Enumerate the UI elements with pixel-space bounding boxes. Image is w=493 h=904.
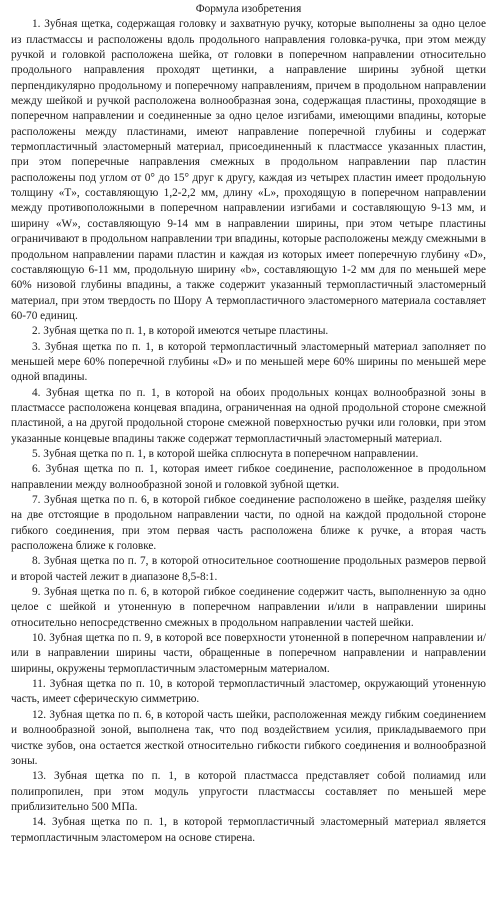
claim-3: 3. Зубная щетка по п. 1, в которой термопластичный эластомерный материал заполняет по меньшей мере 60% поперечной глубины «D» и по меньшей мере 60% ширины по меньшей мере одной впадины. [11,340,486,384]
claim-7: 7. Зубная щетка по п. 6, в которой гибкое соединение расположено в шейке, разделяя шейку на две отстоящие в продольном направлении части, по одной на каждой продольной стороне гибкого соединения, при этом первая часть расположена ближе к ручке, а вторая часть расположена ближе к головке. [11,494,486,553]
claim-2: 2. Зубная щетка по п. 1, в которой имеются четыре пластины. [32,325,329,338]
claim-12: 12. Зубная щетка по п. 6, в которой часть шейки, расположенная между гибким соединением и волнообразной зоной, выполнена так, что под воздействием усилия, прикладываемого при чистке зубов, она остается жесткой относительно гибкости гибкого соединения и волнообразной зоны. [11,708,486,767]
claim-4: 4. Зубная щетка по п. 1, в которой на обоих продольных концах волнообразной зоны в пластмассе расположена концевая впадина, ограниченная на одной продольной стороне смежной пластиной, а на другой продольной стороне смежной поверхностью ручки или головки, при этом указанные концевые впадины также содержат термопластичный эластомерный материал. [11,386,486,445]
claim-14: 14. Зубная щетка по п. 1, в которой термопластичный эластомерный материал является термопластичным эластомером на основе стирена. [11,816,486,844]
claim-13: 13. Зубная щетка по п. 1, в которой пластмасса представляет собой полиамид или полипропилен, при этом модуль упругости пластмассы составляет по меньшей мере приблизительно 500 МПа. [11,770,486,813]
claim-11: 11. Зубная щетка по п. 10, в которой термопластичный эластомер, окружающий утоненную часть, имеет сферическую симметрию. [11,678,486,706]
claim-6: 6. Зубная щетка по п. 1, которая имеет гибкое соединение, расположенное в продольном направлении между волнообразной зоной и головкой зубной щетки. [11,463,486,491]
claim-1: 1. Зубная щетка, содержащая головку и захватную ручку, которые выполнены за одно целое из пластмассы и расположены вдоль продольного направления головка-ручка, при этом между ручкой и головкой расположена шейка, от головки в поперечном направлении относительно продольного направления проходят щетинки, а направление ширины зубной щетки перпендикулярно продольному и поперечному направлениям, причем в продольном направлении между шейкой и ручкой расположена волнообразная зона, содержащая пластины, проходящие в поперечном направлении и соединенные за одно целое изгибами, имеющими впадины, которые расположены между пластинами, имеют направление поперечной глубины и содержат термопластичный эластомерный материал, присоединенный к пластмассе указанных пластин, при этом поперечные направления смежных в продольном направлении пар пластин расположены под углом от 0° до 15° друг к другу, каждая из четырех пластин имеет продольную толщину «T», составляющую 1,2-2,2 мм, длину «L», проходящую в поперечном направлении между противоположными в поперечном направлении изгибами и составляющую 9-13 мм, и ширину «W», составляющую 9-14 мм в направлении ширины, при этом четыре пластины ограничивают в продольном направлении три впадины, которые расположены между смежными в продольном направлении парами пластин и каждая из которых имеет поперечную глубину «D», составляющую 6-11 мм, продольную ширину «b», составляющую 1-2 мм для по меньшей мере 60% низовой глубины впадины, а также содержит указанный термопластичный эластомерный материал, при этом твердость по Шору А термопластичного эластомерного материала составляет 60-70 единиц. [11,18,486,322]
claim-10: 10. Зубная щетка по п. 9, в которой все поверхности утоненной в поперечном направлении и/или в направлении ширины части, обращенные в поперечном направлении и направлении ширины, окружены термопластичным эластомерным материалом. [11,632,486,675]
page-title: Формула изобретения [195,3,302,15]
claim-8: 8. Зубная щетка по п. 7, в которой относительное соотношение продольных размеров первой и второй частей лежит в диапазоне 8,5-8:1. [11,555,486,583]
claim-5: 5. Зубная щетка по п. 1, в которой шейка сплюснута в поперечном направлении. [32,447,419,460]
claim-9: 9. Зубная щетка по п. 6, в которой гибкое соединение содержит часть, выполненную за одно целое с шейкой и утоненную в поперечном направлении и/или в направлении ширины относительно непосредственно смежных в продольном направлении частей шейки. [11,586,486,629]
